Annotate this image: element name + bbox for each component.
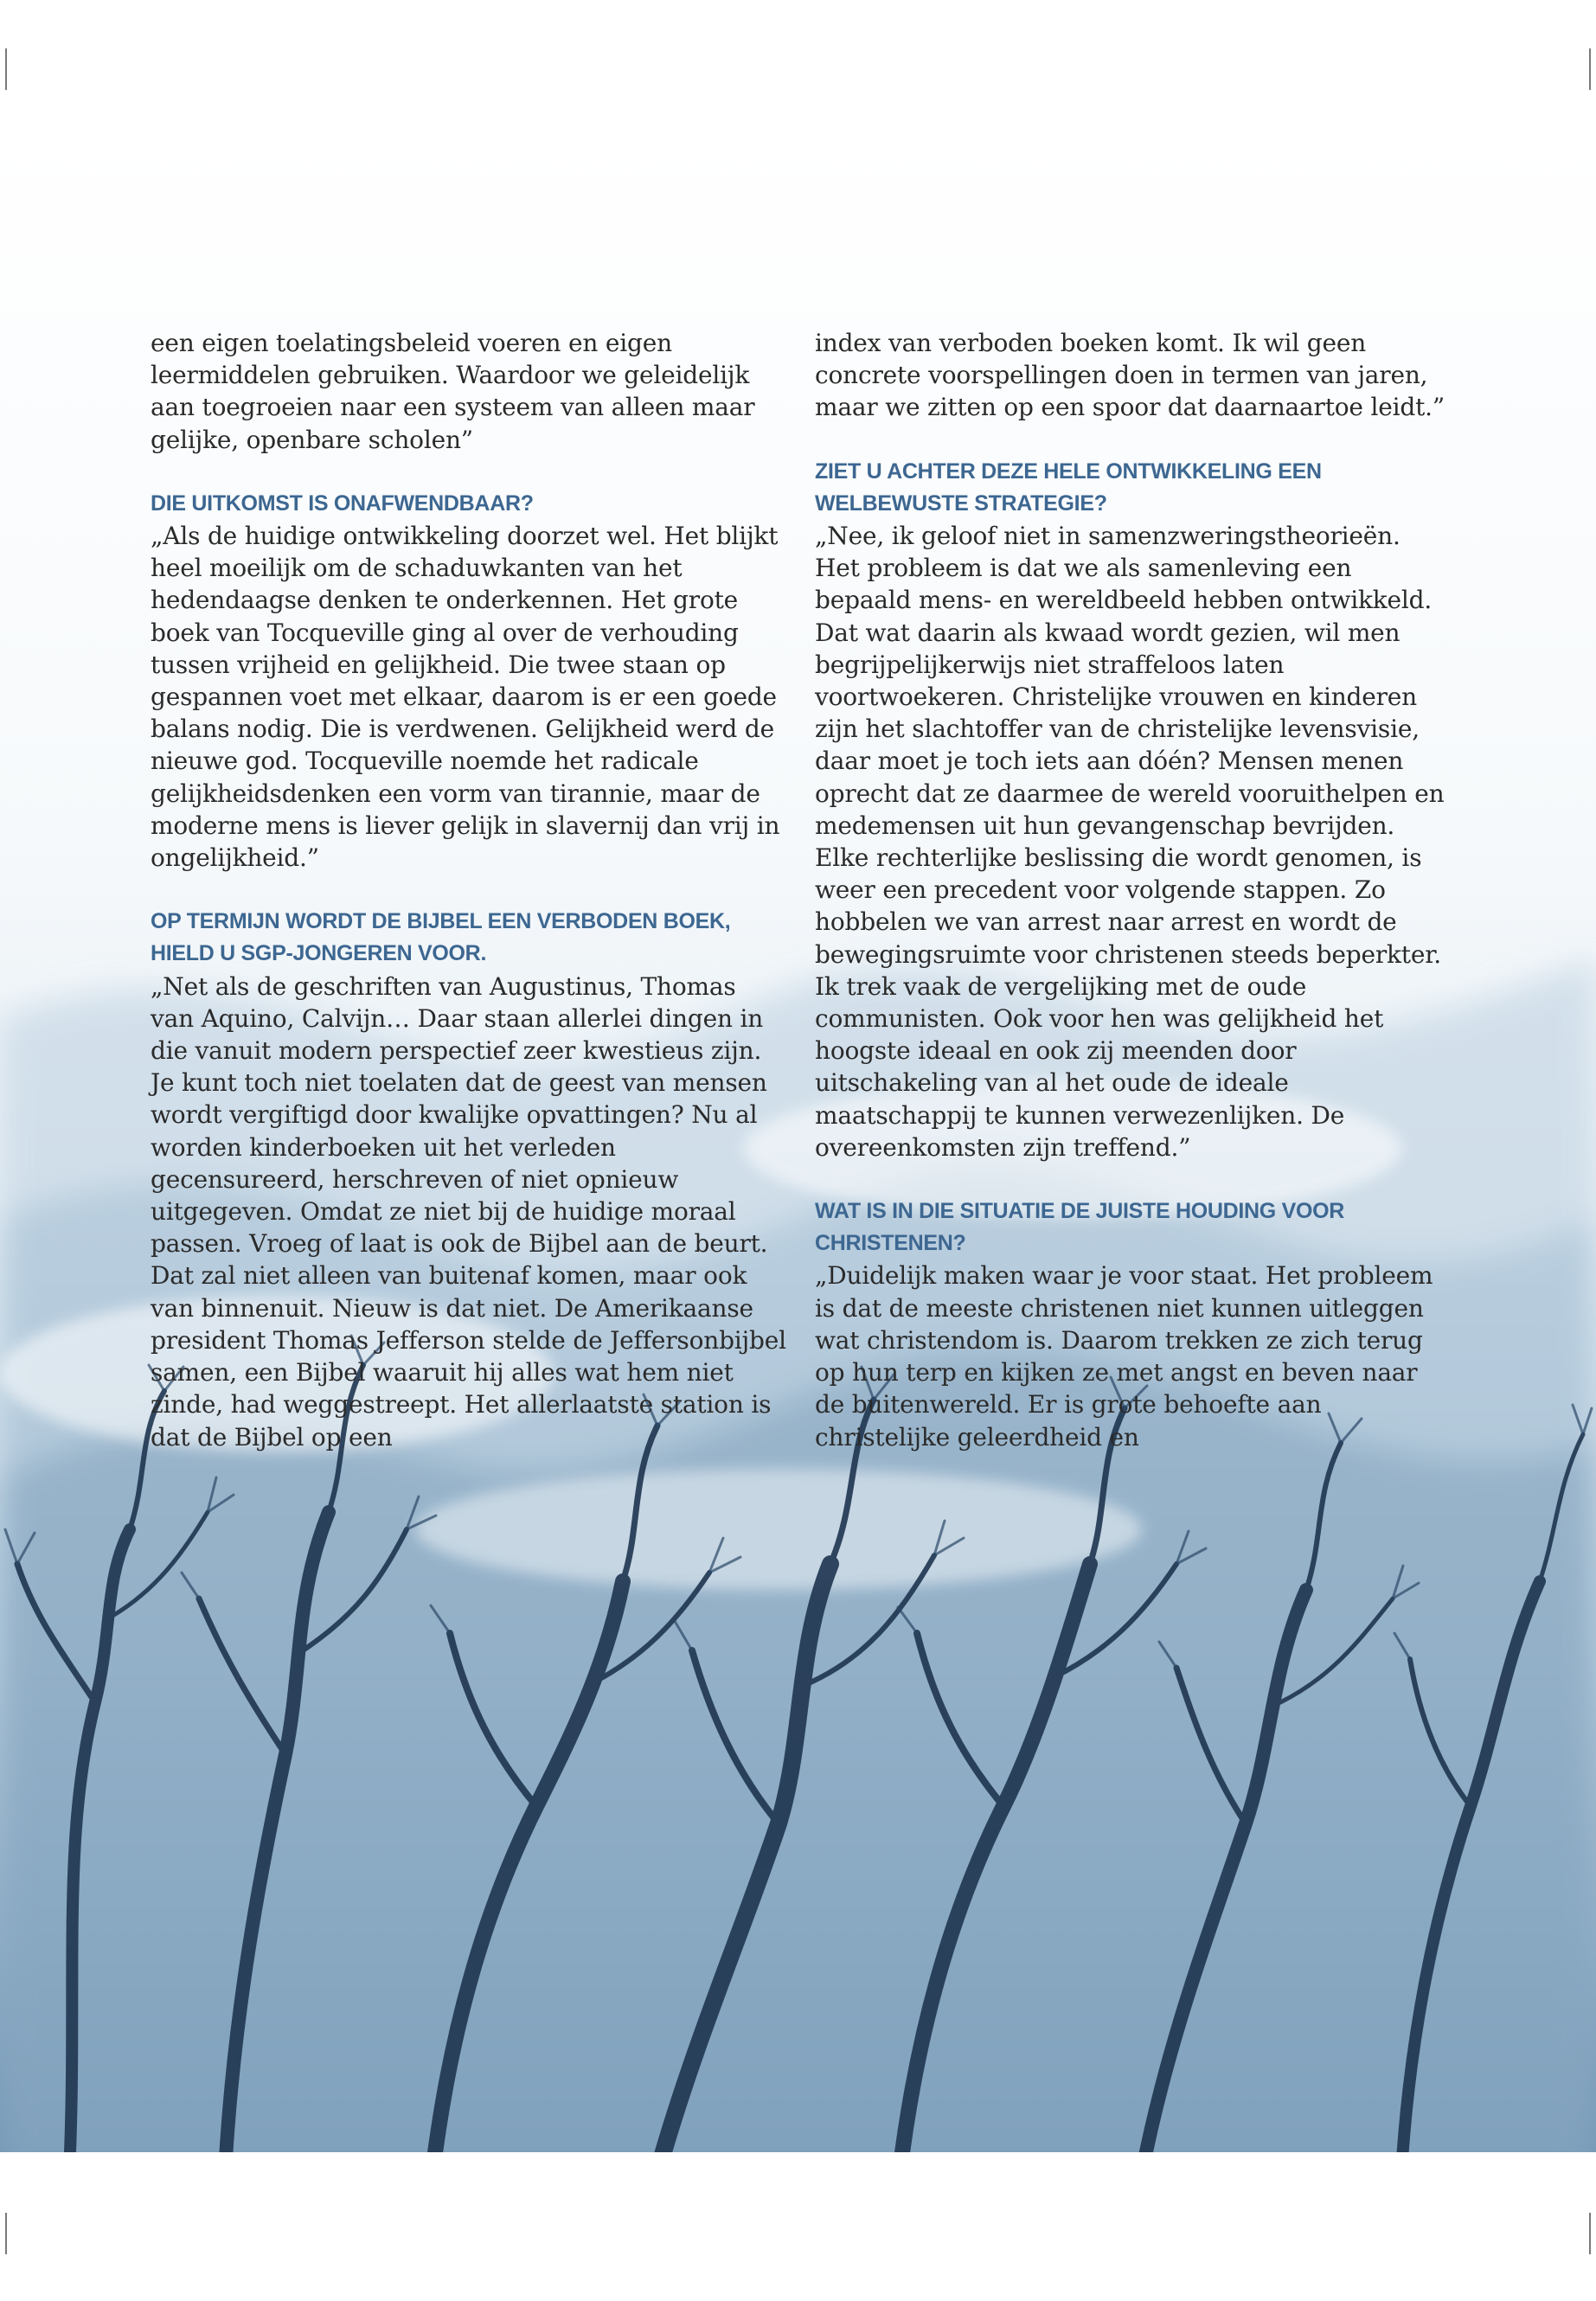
answer-paragraph-2: „Net als de geschriften van Augustinus, Thomas van Aquino, Calvijn… Daar staan allerlei dingen in die vanuit modern perspectief zeer kwestieus zijn. Je kunt toch niet toelaten dat de geest van mensen wordt vergiftigd door kwalijke opvattingen? Nu al worden kinderboeken uit het verleden gecensureerd, herschreven of niet opnieuw uitgegeven. Omdat ze niet bij de huidige moraal passen. Vroeg of laat is ook de Bijbel aan de beurt. Dat zal niet alleen van buitenaf komen, maar ook van binnenuit. Nieuw is dat niet. De Amerikaanse president Thomas Jefferson stelde de Jeffersonbijbel samen, een Bijbel waaruit hij alles wat hem niet zinde, had weggestreept. Het allerlaatste station is dat de Bijbel op een bbox=[151, 971, 786, 1452]
question-heading-2: OP TERMIJN WORDT DE BIJBEL EEN VERBODEN BOEK, HIELD U SGP-JONGEREN VOOR. bbox=[151, 909, 731, 966]
continuation-paragraph: index van verboden boeken komt. Ik wil geen concrete voorspellingen doen in termen van jaren, maar we zitten op een spoor dat daarnaartoe leidt.” bbox=[815, 329, 1445, 422]
question-heading-1: DIE UITKOMST IS ONAFWENDBAAR? bbox=[151, 490, 534, 516]
answer-paragraph-3: „Nee, ik geloof niet in samenzweringstheorieën. Het probleem is dat we als samenleving een bepaald mens- en wereldbeeld hebben ontwikkeld. Dat wat daarin als kwaad wordt gezien, wil men begrijpelijkerwijs niet straffeloos laten voortwoekeren. Christelijke vrouwen en kinderen zijn het slachtoffer van de christelijke levensvisie, daar moet je toch iets aan dóén? Mensen menen oprecht dat ze daarmee de wereld vooruithelpen en medemensen uit hun gevangenschap bevrijden. Elke rechterlijke beslissing die wordt genomen, is weer een precedent voor volgende stappen. Zo hobbelen we van arrest naar arrest en wordt de bewegingsruimte voor christenen steeds beperkter. Ik trek vaak de vergelijking met de oude communisten. Ook voor hen was gelijkheid het hoogste ideaal en ook zij meenden door uitschakeling van al het oude de ideale maatschappij te kunnen verwezenlijken. De overeenkomsten zijn treffend.” bbox=[815, 522, 1445, 1162]
answer-paragraph-4: „Duidelijk maken waar je voor staat. Het probleem is dat de meeste christenen niet kunnen uitleggen wat christendom is. Daarom trekken ze zich terug op hun terp en kijken ze met angst en beven naar de buitenwereld. Er is grote behoefte aan christelijke geleerdheid en bbox=[815, 1261, 1433, 1452]
crop-mark-top-right bbox=[1589, 48, 1591, 90]
intro-paragraph: een eigen toelatingsbeleid voeren en eigen leermiddelen gebruiken. Waardoor we geleidelijk aan toegroeien naar een systeem van alleen maar gelijke, openbare scholen” bbox=[151, 329, 755, 454]
answer-paragraph-1: „Als de huidige ontwikkeling doorzet wel. Het blijkt heel moeilijk om de schaduwkanten van het hedendaagse denken te onderkennen. Het grote boek van Tocqueville ging al over de verhouding tussen vrijheid en gelijkheid. Die twee staan op gespannen voet met elkaar, daarom is er een goede balans nodig. Die is verdwenen. Gelijkheid werd de nieuwe god. Tocqueville noemde het radicale gelijkheidsdenken een vorm van tirannie, maar de moderne mens is liever gelijk in slavernij dan vrij in ongelijkheid.” bbox=[151, 522, 780, 873]
article-column-left bbox=[151, 327, 786, 1453]
question-heading-3: ZIET U ACHTER DEZE HELE ONTWIKKELING EEN WELBEWUSTE STRATEGIE? bbox=[815, 458, 1322, 516]
crop-mark-bottom-right bbox=[1589, 2213, 1591, 2254]
crop-mark-bottom-left bbox=[5, 2213, 7, 2254]
crop-mark-top-left bbox=[5, 48, 7, 90]
article-column-right bbox=[815, 327, 1451, 1453]
question-heading-4: WAT IS IN DIE SITUATIE DE JUISTE HOUDING VOOR CHRISTENEN? bbox=[815, 1199, 1345, 1256]
